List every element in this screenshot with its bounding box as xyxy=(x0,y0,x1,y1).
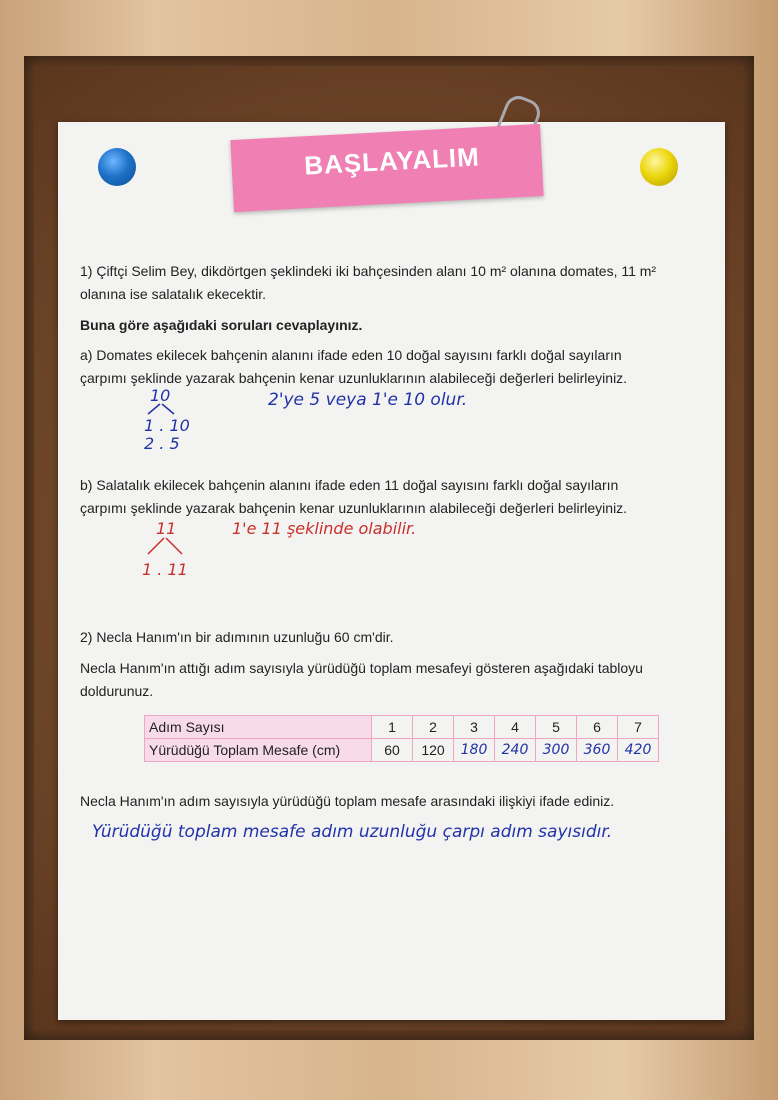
table-cell-handwritten: 180 xyxy=(454,739,495,762)
step-distance-table xyxy=(144,715,659,762)
q2-task-line1: Necla Hanım'ın attığı adım sayısıyla yürüdüğü toplam mesafeyi gösteren aşağıdaki tabloyu xyxy=(80,660,643,676)
table-cell: 2 xyxy=(413,716,454,739)
table-cell: 7 xyxy=(618,716,659,739)
row-label-steps: Adım Sayısı xyxy=(145,716,372,739)
table-cell: 6 xyxy=(577,716,618,739)
table-row xyxy=(145,716,659,739)
q1-instruction: Buna göre aşağıdaki soruları cevaplayınız. xyxy=(80,317,363,333)
blue-pushpin-icon xyxy=(98,148,136,186)
q2-relation-prompt: Necla Hanım'ın adım sayısıyla yürüdüğü toplam mesafe arasındaki ilişkiyi ifade ediniz. xyxy=(80,793,615,809)
q2-intro: 2) Necla Hanım'ın bir adımının uzunluğu 60 cm'dir. xyxy=(80,629,394,645)
q1-intro-line1: 1) Çiftçi Selim Bey, dikdörtgen şeklindeki iki bahçesinden alanı 10 m² olanına domates, 11 m² xyxy=(80,263,657,279)
q1a-line1: a) Domates ekilecek bahçenin alanını ifade eden 10 doğal sayısını farklı doğal sayıların xyxy=(80,347,622,363)
q1b-hw-factor1: 1 . 11 xyxy=(142,560,188,579)
table-cell: 120 xyxy=(413,739,454,762)
q1b-factor-tree xyxy=(140,536,190,560)
table-row xyxy=(145,739,659,762)
table-cell: 5 xyxy=(536,716,577,739)
q1b-line2: çarpımı şeklinde yazarak bahçenin kenar uzunluklarının alabileceği değerleri belirleyiniz. xyxy=(80,500,628,516)
table-cell-handwritten: 300 xyxy=(536,739,577,762)
q1b-line1: b) Salatalık ekilecek bahçenin alanını ifade eden 11 doğal sayısını farklı doğal sayıların xyxy=(80,477,619,493)
table-cell: 3 xyxy=(454,716,495,739)
q1a-line2: çarpımı şeklinde yazarak bahçenin kenar uzunluklarının alabileceği değerleri belirleyiniz. xyxy=(80,370,628,386)
q1a-hw-factor2: 2 . 5 xyxy=(144,434,180,453)
table-cell: 4 xyxy=(495,716,536,739)
yellow-pushpin-icon xyxy=(640,148,678,186)
table-cell-handwritten: 420 xyxy=(618,739,659,762)
q2-relation-hw-answer: Yürüdüğü toplam mesafe adım uzunluğu çarpı adım sayısıdır. xyxy=(92,822,613,842)
table-cell-handwritten: 240 xyxy=(495,739,536,762)
q1a-hw-number: 10 xyxy=(150,386,171,405)
table-cell-handwritten: 360 xyxy=(577,739,618,762)
q2-task-line2: doldurunuz. xyxy=(80,683,154,699)
q1b-hw-number: 11 xyxy=(156,519,177,538)
table-cell: 60 xyxy=(372,739,413,762)
q1b-hw-answer: 1'e 11 şeklinde olabilir. xyxy=(232,519,417,538)
table-cell: 1 xyxy=(372,716,413,739)
q1a-hw-factor1: 1 . 10 xyxy=(144,416,190,435)
banner-title: BAŞLAYALIM xyxy=(303,141,481,181)
q1-intro-line2: olanına ise salatalık ekecektir. xyxy=(80,286,266,302)
row-label-distance: Yürüdüğü Toplam Mesafe (cm) xyxy=(145,739,372,762)
q1a-hw-answer: 2'ye 5 veya 1'e 10 olur. xyxy=(268,390,468,410)
